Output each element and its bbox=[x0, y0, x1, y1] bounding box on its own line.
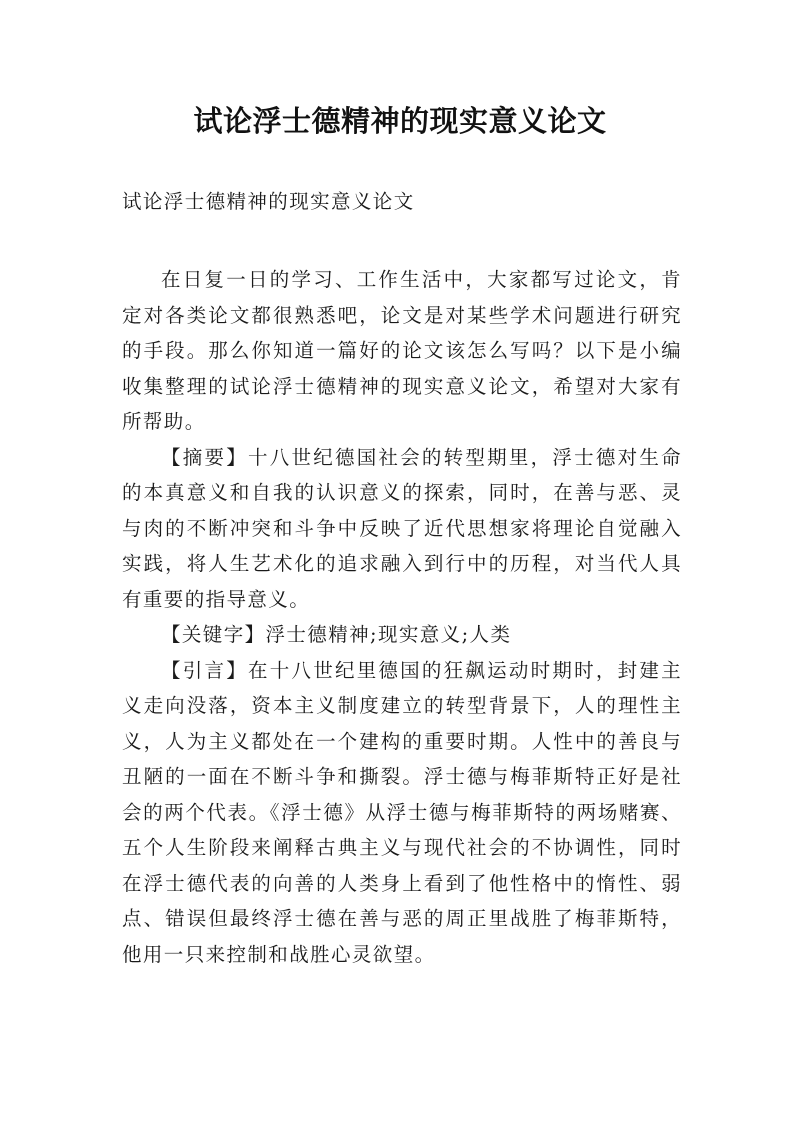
document-title: 试论浮士德精神的现实意义论文 bbox=[193, 104, 607, 138]
paragraph-keywords: 【关键字】浮士德精神;现实意义;人类 bbox=[161, 623, 512, 646]
paragraph-abstract: 【摘要】十八世纪德国社会的转型期里，浮士德对生命的本真意义和自我的认识意义的探索，同时，在善与恶、灵与肉的不断冲突和斗争中反映了近代思想家将理论自觉融入实践，将人生艺术化的追求融入到行中的历程，对当代人具有重要的指导意义。 bbox=[122, 445, 682, 611]
document-body bbox=[122, 262, 682, 972]
paragraph-intro: 在日复一日的学习、工作生活中，大家都写过论文，肯定对各类论文都很熟悉吧，论文是对某些学术问题进行研究的手段。那么你知道一篇好的论文该怎么写吗？以下是小编收集整理的试论浮士德精神的现实意义论文，希望对大家有所帮助。 bbox=[122, 268, 682, 433]
paragraph-preface: 【引言】在十八世纪里德国的狂飙运动时期时，封建主义走向没落，资本主义制度建立的转型背景下，人的理性主义，人为主义都处在一个建构的重要时期。人性中的善良与丑陋的一面在不断斗争和撕裂。浮士德与梅菲斯特正好是社会的两个代表。《浮士德》从浮士德与梅菲斯特的两场赌赛、五个人生阶段来阐释古典主义与现代社会的不协调性，同时在浮士德代表的向善的人类身上看到了他性格中的惰性、弱点、错误但最终浮士德在善与恶的周正里战胜了梅菲斯特，他用一只来控制和战胜心灵欲望。 bbox=[122, 658, 682, 966]
document-subtitle: 试论浮士德精神的现实意义论文 bbox=[122, 190, 415, 213]
